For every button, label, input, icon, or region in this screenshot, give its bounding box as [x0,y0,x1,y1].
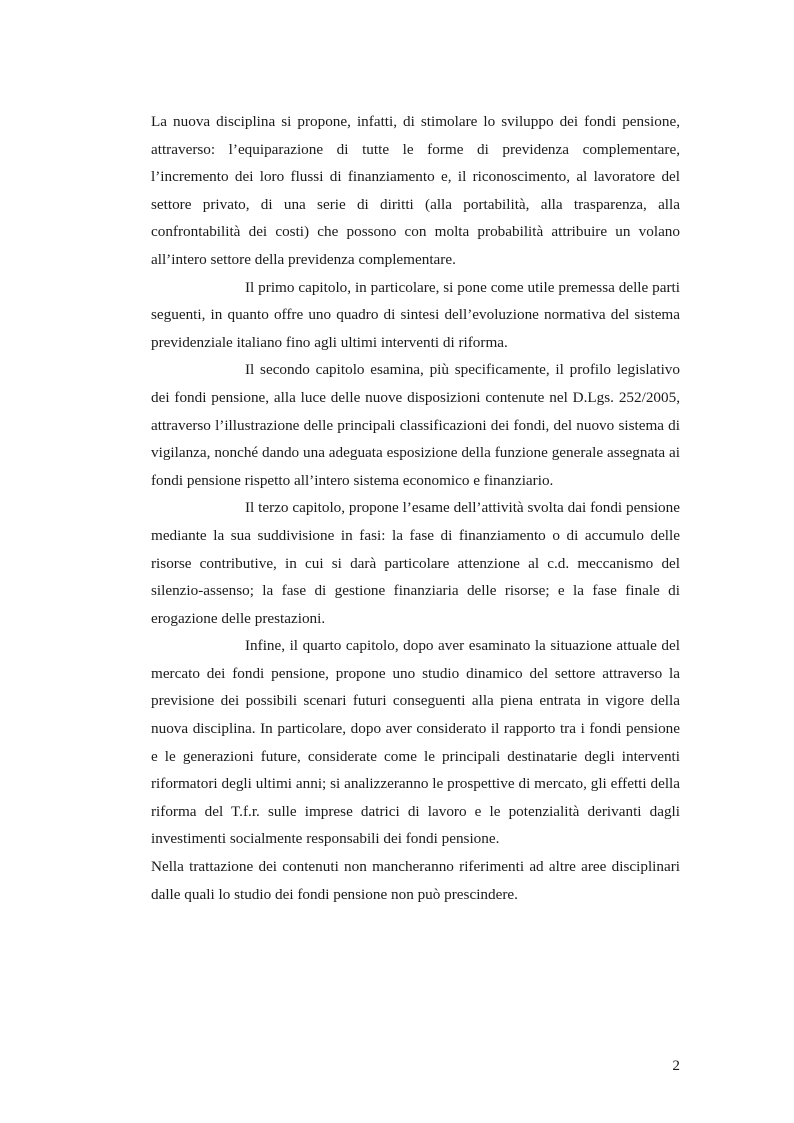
document-body [151,108,680,908]
paragraph-chapter-one: Il primo capitolo, in particolare, si pone come utile premessa delle parti seguenti, in quanto offre uno quadro di sintesi dell’evoluzione normativa del sistema previdenziale italiano fino agli ultimi interventi di riforma. [151,278,680,351]
paragraph-intro: La nuova disciplina si propone, infatti, di stimolare lo sviluppo dei fondi pensione, attraverso: l’equiparazione di tutte le forme di previdenza complementare, l’incremento dei loro flussi di finanziamento e, il riconoscimento, al lavoratore del settore privato, di una serie di diritti (alla portabilità, alla trasparenza, alla confrontabilità dei costi) che possono con molta probabilità attribuire un volano all’intero settore della previdenza complementare. [151,113,680,268]
paragraph-chapter-four: Infine, il quarto capitolo, dopo aver esaminato la situazione attuale del mercato dei fondi pensione, propone uno studio dinamico del settore attraverso la previsione dei possibili scenari futuri conseguenti alla piena entrata in vigore della nuova disciplina. In particolare, dopo aver considerato il rapporto tra i fondi pensione e le generazioni future, considerate come le principali destinatarie degli interventi riformatori degli ultimi anni; si analizzeranno le prospettive di mercato, gli effetti della riforma del T.f.r. sulle imprese datrici di lavoro e le potenzialità derivanti dagli investimenti socialmente responsabili dei fondi pensione. [151,637,680,848]
page-number: 2 [672,1057,680,1074]
paragraph-chapter-two: Il secondo capitolo esamina, più specificamente, il profilo legislativo dei fondi pensione, alla luce delle nuove disposizioni contenute nel D.Lgs. 252/2005, attraverso l’illustrazione delle principali classificazioni dei fondi, del nuovo sistema di vigilanza, nonché dando una adeguata esposizione della funzione generale assegnata ai fondi pensione rispetto all’intero sistema economico e finanziario. [151,361,680,489]
paragraph-chapter-three: Il terzo capitolo, propone l’esame dell’attività svolta dai fondi pensione mediante la sua suddivisione in fasi: la fase di finanziamento o di accumulo delle risorse contributive, in cui si darà particolare attenzione al c.d. meccanismo del silenzio-assenso; la fase di gestione finanziaria delle risorse; e la fase finale di erogazione delle prestazioni. [151,499,680,627]
paragraph-closing: Nella trattazione dei contenuti non mancheranno riferimenti ad altre aree disciplinari dalle quali lo studio dei fondi pensione non può prescindere. [151,858,680,903]
